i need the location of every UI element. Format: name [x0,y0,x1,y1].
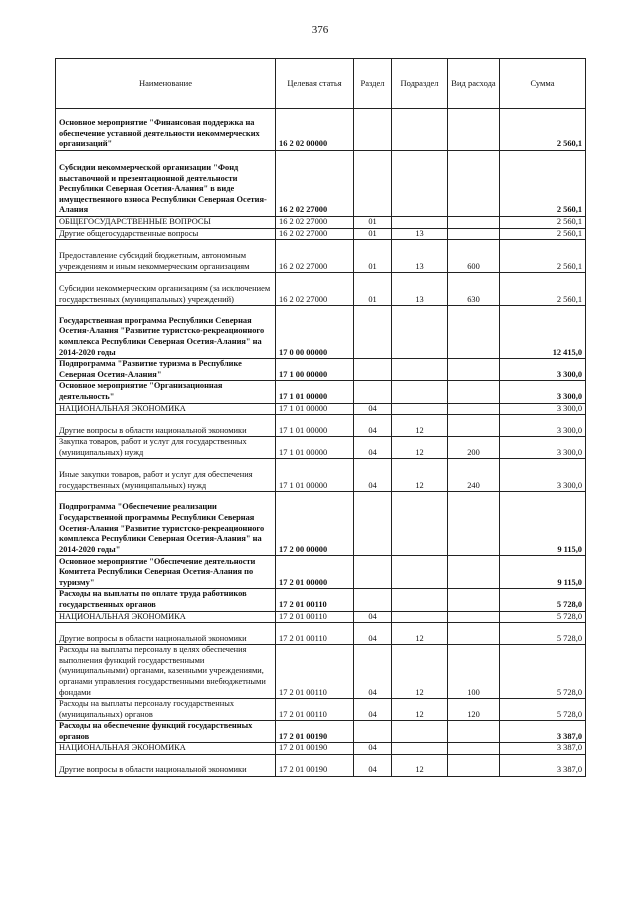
cell-target: 17 1 01 00000 [276,437,354,459]
cell-subsection [392,381,448,403]
cell-exp-type [448,623,500,645]
cell-target: 16 2 02 27000 [276,151,354,217]
cell-section [354,492,392,556]
cell-name: Другие вопросы в области национальной экономики [56,415,276,437]
table-row [56,645,586,699]
table-row [56,755,586,777]
cell-name: Основное мероприятие "Финансовая поддержка на обеспечение уставной деятельности некоммерческих организаций" [56,109,276,151]
cell-name: Подпрограмма "Обеспечение реализации Государственной программы Республики Северная Осетия-Алания "Развитие туристско-рекреационного комплекса Республики Северная Осетия-Алания" на 2014-2020 годы" [56,492,276,556]
cell-subsection [392,359,448,381]
cell-exp-type [448,721,500,743]
cell-name: Подпрограмма "Развитие туризма в Республике Северная Осетия-Алания" [56,359,276,381]
table-row [56,721,586,743]
cell-sum: 9 115,0 [500,556,586,589]
cell-sum: 5 728,0 [500,589,586,611]
header-subsection: Подраздел [392,59,448,109]
cell-subsection [392,151,448,217]
cell-exp-type: 200 [448,437,500,459]
cell-sum: 3 300,0 [500,403,586,415]
cell-exp-type [448,151,500,217]
table-row [56,273,586,306]
table-row [56,699,586,721]
cell-name: Иные закупки товаров, работ и услуг для обеспечения государственных (муниципальных) нужд [56,459,276,492]
cell-name: ОБЩЕГОСУДАРСТВЕННЫЕ ВОПРОСЫ [56,217,276,229]
cell-name: Государственная программа Республики Северная Осетия-Алания "Развитие туристско-рекреационного комплекса Республики Северная Осетия-Алания" на 2014-2020 годы [56,306,276,359]
cell-exp-type [448,755,500,777]
cell-section: 04 [354,415,392,437]
cell-subsection [392,556,448,589]
cell-sum: 2 560,1 [500,228,586,240]
table-row [56,589,586,611]
cell-exp-type: 600 [448,240,500,273]
cell-name: Основное мероприятие "Организационная деятельность" [56,381,276,403]
cell-sum: 3 300,0 [500,437,586,459]
cell-name: Другие вопросы в области национальной экономики [56,623,276,645]
cell-subsection: 12 [392,437,448,459]
cell-section: 01 [354,273,392,306]
cell-section [354,381,392,403]
cell-exp-type [448,589,500,611]
cell-subsection [392,721,448,743]
cell-section [354,721,392,743]
cell-exp-type [448,306,500,359]
cell-section: 04 [354,611,392,623]
cell-subsection: 12 [392,623,448,645]
cell-target: 17 2 00 00000 [276,492,354,556]
cell-target: 17 2 01 00110 [276,589,354,611]
cell-target: 17 2 01 00190 [276,721,354,743]
table-body [56,109,586,777]
cell-subsection [392,611,448,623]
cell-name: Расходы на выплаты по оплате труда работников государственных органов [56,589,276,611]
cell-target: 17 0 00 00000 [276,306,354,359]
cell-sum: 2 560,1 [500,273,586,306]
cell-subsection [392,109,448,151]
budget-table [55,58,586,777]
cell-name: НАЦИОНАЛЬНАЯ ЭКОНОМИКА [56,403,276,415]
table-row [56,492,586,556]
cell-exp-type: 100 [448,645,500,699]
cell-subsection: 12 [392,645,448,699]
cell-subsection [392,306,448,359]
cell-name: НАЦИОНАЛЬНАЯ ЭКОНОМИКА [56,743,276,755]
table-row [56,415,586,437]
header-sum: Сумма [500,59,586,109]
cell-target: 17 2 01 00110 [276,611,354,623]
cell-exp-type [448,556,500,589]
cell-exp-type [448,359,500,381]
cell-section: 04 [354,699,392,721]
cell-target: 16 2 02 27000 [276,217,354,229]
cell-target: 17 1 00 00000 [276,359,354,381]
cell-section: 04 [354,459,392,492]
cell-exp-type: 630 [448,273,500,306]
cell-sum: 3 387,0 [500,743,586,755]
cell-section [354,589,392,611]
header-expense-type: Вид расхода [448,59,500,109]
cell-exp-type [448,381,500,403]
header-target: Целевая статья [276,59,354,109]
page-number: 376 [311,24,329,36]
cell-sum: 9 115,0 [500,492,586,556]
cell-section: 01 [354,228,392,240]
table-row [56,240,586,273]
cell-sum: 5 728,0 [500,611,586,623]
table-row [56,381,586,403]
cell-section: 04 [354,437,392,459]
cell-sum: 3 387,0 [500,755,586,777]
cell-target: 16 2 02 27000 [276,228,354,240]
cell-sum: 5 728,0 [500,623,586,645]
cell-target: 16 2 02 27000 [276,240,354,273]
cell-exp-type [448,492,500,556]
cell-sum: 3 300,0 [500,415,586,437]
cell-sum: 2 560,1 [500,240,586,273]
table-row [56,403,586,415]
table-row [56,109,586,151]
cell-sum: 3 387,0 [500,721,586,743]
cell-sum: 3 300,0 [500,381,586,403]
cell-section [354,109,392,151]
cell-name: Другие вопросы в области национальной экономики [56,755,276,777]
cell-name: Расходы на выплаты персоналу государственных (муниципальных) органов [56,699,276,721]
table-row [56,743,586,755]
cell-section [354,151,392,217]
header-section: Раздел [354,59,392,109]
cell-section: 04 [354,403,392,415]
table-row [56,556,586,589]
cell-name: НАЦИОНАЛЬНАЯ ЭКОНОМИКА [56,611,276,623]
cell-exp-type [448,743,500,755]
cell-name: Закупка товаров, работ и услуг для государственных (муниципальных) нужд [56,437,276,459]
cell-name: Предоставление субсидий бюджетным, автономным учреждениям и иным некоммерческим организациям [56,240,276,273]
cell-exp-type: 240 [448,459,500,492]
table-row [56,228,586,240]
cell-sum: 2 560,1 [500,151,586,217]
cell-subsection [392,743,448,755]
cell-section [354,306,392,359]
cell-target: 17 2 01 00110 [276,623,354,645]
cell-section: 04 [354,743,392,755]
cell-target: 17 2 01 00110 [276,699,354,721]
cell-subsection: 12 [392,755,448,777]
table-row [56,217,586,229]
cell-sum: 5 728,0 [500,645,586,699]
cell-section: 01 [354,217,392,229]
cell-section [354,359,392,381]
table-row [56,623,586,645]
cell-section: 04 [354,623,392,645]
cell-exp-type: 120 [448,699,500,721]
cell-sum: 5 728,0 [500,699,586,721]
cell-exp-type [448,403,500,415]
cell-name: Расходы на обеспечение функций государственных органов [56,721,276,743]
cell-subsection [392,589,448,611]
cell-target: 17 1 01 00000 [276,381,354,403]
table-header-row [56,59,586,109]
header-name: Наименование [56,59,276,109]
cell-subsection: 12 [392,699,448,721]
cell-subsection: 12 [392,415,448,437]
cell-name: Субсидии некоммерческим организациям (за исключением государственных (муниципальных) учреждений) [56,273,276,306]
cell-section: 01 [354,240,392,273]
cell-name: Основное мероприятие "Обеспечение деятельности Комитета Республики Северная Осетия-Алания по туризму" [56,556,276,589]
cell-exp-type [448,109,500,151]
cell-section: 04 [354,645,392,699]
cell-target: 17 2 01 00000 [276,556,354,589]
table-row [56,151,586,217]
cell-name: Другие общегосударственные вопросы [56,228,276,240]
table-row [56,611,586,623]
cell-sum: 2 560,1 [500,217,586,229]
cell-sum: 12 415,0 [500,306,586,359]
cell-subsection: 13 [392,273,448,306]
cell-target: 16 2 02 27000 [276,273,354,306]
cell-exp-type [448,415,500,437]
cell-subsection [392,492,448,556]
table-row [56,306,586,359]
cell-subsection: 12 [392,459,448,492]
cell-target: 17 1 01 00000 [276,403,354,415]
cell-exp-type [448,228,500,240]
cell-target: 17 1 01 00000 [276,459,354,492]
table-row [56,459,586,492]
cell-name: Расходы на выплаты персоналу в целях обеспечения выполнения функций государственными (муниципальными) органами, казенными учреждениями, органами управления государственными внебюджетными фондами [56,645,276,699]
cell-target: 17 2 01 00190 [276,755,354,777]
cell-sum: 3 300,0 [500,459,586,492]
cell-target: 17 1 01 00000 [276,415,354,437]
cell-section: 04 [354,755,392,777]
cell-exp-type [448,611,500,623]
cell-target: 16 2 02 00000 [276,109,354,151]
cell-subsection [392,217,448,229]
table-row [56,359,586,381]
cell-sum: 2 560,1 [500,109,586,151]
cell-target: 17 2 01 00190 [276,743,354,755]
cell-subsection: 13 [392,228,448,240]
cell-target: 17 2 01 00110 [276,645,354,699]
cell-subsection [392,403,448,415]
cell-sum: 3 300,0 [500,359,586,381]
cell-exp-type [448,217,500,229]
cell-section [354,556,392,589]
cell-subsection: 13 [392,240,448,273]
cell-name: Субсидии некоммерческой организации "Фонд выставочной и презентационной деятельности Республики Северная Осетия-Алания" в виде имущественного взноса Республики Северная Осетия-Алания [56,151,276,217]
table-row [56,437,586,459]
